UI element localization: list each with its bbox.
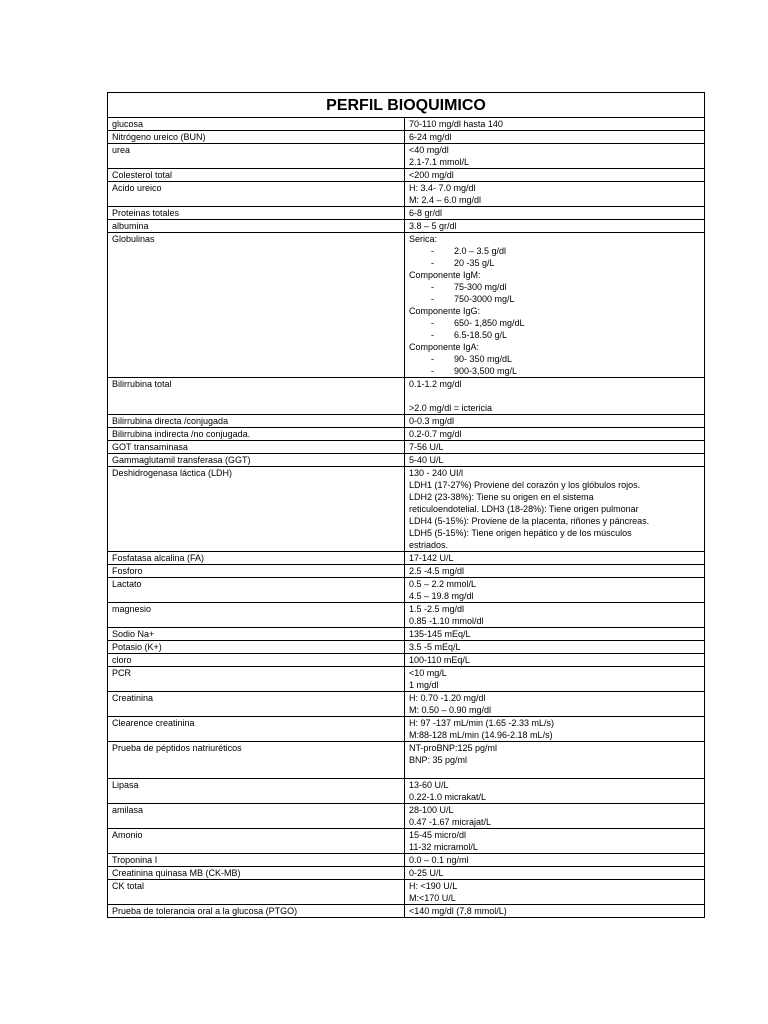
value-line: BNP: 35 pg/ml	[409, 755, 468, 765]
value-line: M:<170 U/L	[409, 893, 456, 903]
value-line: M: 0.50 – 0.90 mg/dl	[409, 705, 492, 715]
reference-value	[405, 628, 705, 641]
table-row	[108, 565, 705, 578]
reference-value	[405, 118, 705, 131]
table-row	[108, 654, 705, 667]
table-row	[108, 779, 705, 804]
parameter-name: Acido ureico	[108, 182, 405, 207]
parameter-name: Colesterol total	[108, 169, 405, 182]
value-line: 3.5 -5 mEq/L	[409, 642, 461, 652]
value-sub-line	[409, 293, 700, 305]
table-row	[108, 378, 705, 415]
parameter-name: Lactato	[108, 578, 405, 603]
reference-value	[405, 454, 705, 467]
parameter-name: cloro	[108, 654, 405, 667]
parameter-name: Prueba de tolerancia oral a la glucosa (PTGO)	[108, 905, 405, 918]
table-row	[108, 628, 705, 641]
reference-value	[405, 692, 705, 717]
value-line: 6-8 gr/dl	[409, 208, 443, 218]
parameter-name: Potasio (K+)	[108, 641, 405, 654]
value-text: 20 -35 g/L	[454, 258, 495, 268]
reference-value	[405, 654, 705, 667]
parameter-name: Prueba de péptidos natriuréticos	[108, 742, 405, 779]
value-sub-line	[409, 281, 700, 293]
reference-value	[405, 829, 705, 854]
table-row	[108, 641, 705, 654]
value-line: Componente IgM:	[409, 270, 481, 280]
value-line: 1.5 -2.5 mg/dl	[409, 604, 465, 614]
value-line: 2.5 -4.5 mg/dl	[409, 566, 465, 576]
parameter-name: Sodio Na+	[108, 628, 405, 641]
reference-value	[405, 880, 705, 905]
parameter-name: Creatinina	[108, 692, 405, 717]
table-row	[108, 169, 705, 182]
table-row	[108, 867, 705, 880]
parameter-name: Creatinina quinasa MB (CK-MB)	[108, 867, 405, 880]
reference-value	[405, 415, 705, 428]
bullet-dash: -	[431, 282, 434, 292]
table-row	[108, 144, 705, 169]
value-line: 0-0.3 mg/dl	[409, 416, 455, 426]
table-row	[108, 552, 705, 565]
bullet-dash: -	[431, 246, 434, 256]
reference-value	[405, 131, 705, 144]
parameter-name: glucosa	[108, 118, 405, 131]
reference-value	[405, 641, 705, 654]
value-line: LDH4 (5-15%): Proviene de la placenta, riñones y páncreas.	[409, 516, 650, 526]
parameter-name: Bilirrubina indirecta /no conjugada.	[108, 428, 405, 441]
parameter-name: GOT transaminasa	[108, 441, 405, 454]
value-line: LDH5 (5-15%): Tiene origen hepático y de los músculos	[409, 528, 632, 538]
table-row	[108, 428, 705, 441]
value-line: NT-proBNP:125 pg/ml	[409, 743, 498, 753]
table-row	[108, 717, 705, 742]
reference-value	[405, 667, 705, 692]
bullet-dash: -	[431, 366, 434, 376]
value-line: 0.5 – 2.2 mmol/L	[409, 579, 477, 589]
parameter-name: Proteinas totales	[108, 207, 405, 220]
parameter-name: Fosforo	[108, 565, 405, 578]
table-title: PERFIL BIOQUIMICO	[108, 93, 705, 118]
value-text: 2.0 – 3.5 g/dl	[454, 246, 507, 256]
parameter-name: Deshidrogenasa láctica (LDH)	[108, 467, 405, 552]
value-line: 0.47 -1.67 micrajat/L	[409, 817, 492, 827]
table-row	[108, 578, 705, 603]
parameter-name: albumina	[108, 220, 405, 233]
bullet-dash: -	[431, 294, 434, 304]
value-line: 3.8 – 5 gr/dl	[409, 221, 457, 231]
value-text: 750-3000 mg/L	[454, 294, 515, 304]
table-row	[108, 829, 705, 854]
value-sub-line	[409, 245, 700, 257]
reference-value	[405, 905, 705, 918]
value-sub-line	[409, 353, 700, 365]
table-row	[108, 804, 705, 829]
reference-value	[405, 144, 705, 169]
value-line: 135-145 mEq/L	[409, 629, 471, 639]
value-line: 70-110 mg/dl hasta 140	[409, 119, 503, 129]
table-title-row	[108, 93, 705, 118]
value-line: H: 3.4- 7.0 mg/dl	[409, 183, 476, 193]
bullet-dash: -	[431, 330, 434, 340]
reference-value	[405, 717, 705, 742]
table-row	[108, 415, 705, 428]
reference-value	[405, 207, 705, 220]
parameter-name: PCR	[108, 667, 405, 692]
value-line: LDH2 (23-38%): Tiene su origen en el sistema	[409, 492, 594, 502]
table-row	[108, 880, 705, 905]
bullet-dash: -	[431, 258, 434, 268]
value-line: 5-40 U/L	[409, 455, 444, 465]
reference-value	[405, 578, 705, 603]
table-row	[108, 182, 705, 207]
reference-value	[405, 854, 705, 867]
value-line: 0.0 – 0.1 ng/ml	[409, 855, 469, 865]
value-line: Componente IgG:	[409, 306, 481, 316]
parameter-name: Bilirrubina total	[108, 378, 405, 415]
value-line: <140 mg/dl (7.8 mmol/L)	[409, 906, 507, 916]
reference-value	[405, 565, 705, 578]
value-line: 4.5 – 19.8 mg/dl	[409, 591, 474, 601]
value-line: 100-110 mEq/L	[409, 655, 470, 665]
value-text: 650- 1,850 mg/dL	[454, 318, 525, 328]
value-text: 90- 350 mg/dL	[454, 354, 513, 364]
table-row	[108, 118, 705, 131]
reference-value	[405, 467, 705, 552]
parameter-name: Globulinas	[108, 233, 405, 378]
parameter-name: amilasa	[108, 804, 405, 829]
parameter-name: magnesio	[108, 603, 405, 628]
value-text: 6.5-18.50 g/L	[454, 330, 508, 340]
value-line: LDH1 (17-27%) Proviene del corazón y los glóbulos rojos.	[409, 480, 641, 490]
table-row	[108, 905, 705, 918]
reference-value	[405, 220, 705, 233]
value-line: 2.1-7.1 mmol/L	[409, 157, 470, 167]
table-row	[108, 667, 705, 692]
value-line: Componente IgA:	[409, 342, 480, 352]
value-line: 17-142 U/L	[409, 553, 454, 563]
table-row	[108, 467, 705, 552]
value-line: 0.1-1.2 mg/dl	[409, 379, 462, 389]
table-row	[108, 131, 705, 144]
value-line: 0.2-0.7 mg/dl	[409, 429, 462, 439]
reference-value	[405, 428, 705, 441]
value-line: >2.0 mg/dl = ictericia	[409, 403, 493, 413]
parameter-name: urea	[108, 144, 405, 169]
table-row	[108, 233, 705, 378]
value-line: M:88-128 mL/min (14.96-2.18 mL/s)	[409, 730, 553, 740]
value-line: <200 mg/dl	[409, 170, 454, 180]
value-line: estriados.	[409, 540, 449, 550]
table-row	[108, 854, 705, 867]
reference-value	[405, 552, 705, 565]
value-line: 7-56 U/L	[409, 442, 444, 452]
value-line: reticuloendotelial. LDH3 (18-28%): Tiene origen pulmonar	[409, 504, 639, 514]
value-line: H: 97 -137 mL/min (1.65 -2.33 mL/s)	[409, 718, 555, 728]
reference-value	[405, 742, 705, 779]
parameter-name: Amonio	[108, 829, 405, 854]
reference-value	[405, 378, 705, 415]
table-row	[108, 441, 705, 454]
biochemical-profile-table	[107, 92, 705, 918]
value-line: H: 0.70 -1.20 mg/dl	[409, 693, 486, 703]
value-sub-line	[409, 257, 700, 269]
reference-value	[405, 441, 705, 454]
reference-value	[405, 603, 705, 628]
parameter-name: Bilirrubina directa /conjugada	[108, 415, 405, 428]
value-line: <40 mg/dl	[409, 145, 449, 155]
value-line: 13-60 U/L	[409, 780, 449, 790]
value-line: 11-32 micramol/L	[409, 842, 478, 852]
reference-value	[405, 233, 705, 378]
value-sub-line	[409, 365, 700, 377]
value-line: 0.85 -1.10 mmol/dl	[409, 616, 484, 626]
value-text: 900-3,500 mg/L	[454, 366, 518, 376]
table-row	[108, 603, 705, 628]
value-line: 1 mg/dl	[409, 680, 439, 690]
parameter-name: Troponina I	[108, 854, 405, 867]
reference-value	[405, 182, 705, 207]
value-sub-line	[409, 317, 700, 329]
value-line: Serica:	[409, 234, 438, 244]
reference-value	[405, 779, 705, 804]
value-line: 28-100 U/L	[409, 805, 454, 815]
value-line: 0-25 U/L	[409, 868, 444, 878]
reference-value	[405, 169, 705, 182]
value-line: 15-45 micro/dl	[409, 830, 467, 840]
parameter-name: Fosfatasa alcalina (FA)	[108, 552, 405, 565]
value-line	[409, 390, 700, 402]
value-line: 130 - 240 UI/l	[409, 468, 464, 478]
parameter-name: Gammaglutamil transferasa (GGT)	[108, 454, 405, 467]
parameter-name: Nitrógeno ureico (BUN)	[108, 131, 405, 144]
value-text: 75-300 mg/dl	[454, 282, 507, 292]
table-row	[108, 220, 705, 233]
value-line	[409, 766, 700, 778]
table-row	[108, 454, 705, 467]
table-row	[108, 692, 705, 717]
value-line: M: 2.4 – 6.0 mg/dl	[409, 195, 482, 205]
bullet-dash: -	[431, 354, 434, 364]
value-line: <10 mg/L	[409, 668, 447, 678]
parameter-name: Clearence creatinina	[108, 717, 405, 742]
reference-value	[405, 804, 705, 829]
table-row	[108, 742, 705, 779]
table-body	[108, 93, 705, 918]
value-line: 6-24 mg/dl	[409, 132, 452, 142]
value-sub-line	[409, 329, 700, 341]
reference-value	[405, 867, 705, 880]
value-line: 0.22-1.0 micrakat/L	[409, 792, 487, 802]
bullet-dash: -	[431, 318, 434, 328]
parameter-name: CK total	[108, 880, 405, 905]
parameter-name: Lipasa	[108, 779, 405, 804]
value-line: H: <190 U/L	[409, 881, 458, 891]
table-row	[108, 207, 705, 220]
